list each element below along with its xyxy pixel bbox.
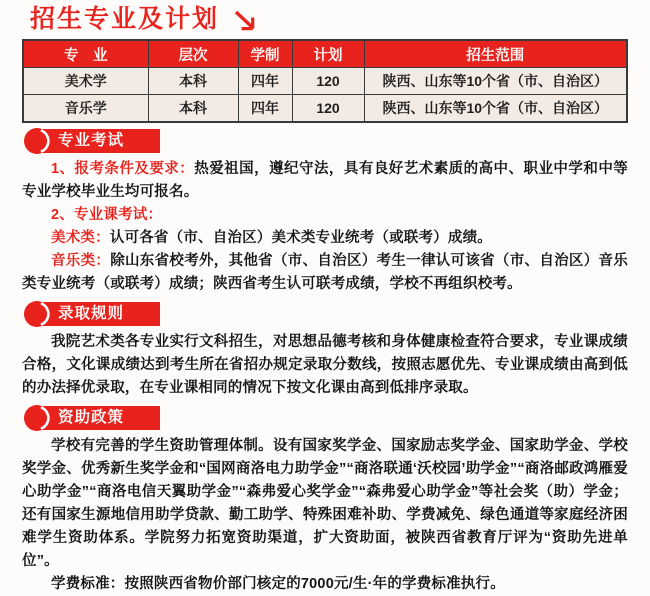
paragraph-text: 热爱祖国，遵纪守法，具有良好艺术素质的高中、职业中学和中等专业学校毕业生均可报名。: [22, 161, 628, 200]
paragraph: [22, 158, 628, 204]
cell-level: 本科: [148, 95, 238, 123]
paragraph-text: 认可各省（市、自治区）美术类专业统考（或联考）成绩。: [109, 230, 493, 246]
paragraph-lead: 1、报考条件及要求：: [51, 161, 195, 177]
circle-crescent-bullet-icon: [24, 301, 50, 327]
arrow-down-right-icon: [231, 8, 258, 33]
enrollment-table: [22, 39, 628, 123]
paragraph-lead: 2、专业课考试：: [51, 207, 163, 223]
paragraph: [22, 331, 628, 400]
section-funding-policy: [22, 400, 628, 596]
paragraph: [22, 204, 628, 227]
circle-crescent-bullet-icon: [24, 405, 50, 431]
page-title: 招生专业及计划: [30, 5, 220, 33]
cell-scope: 陕西、山东等10个省（市、自治区）: [364, 95, 627, 123]
section-exam: [22, 123, 628, 296]
section-header-exam: [24, 129, 160, 153]
col-header-level: 层次: [148, 40, 238, 68]
cell-major: 美术学: [23, 68, 148, 95]
paragraph-lead: 学费标准：: [51, 576, 125, 592]
paragraph: [22, 250, 628, 296]
paragraph-text: 学校有完善的学生资助管理体制。设有国家奖学金、国家励志奖学金、国家助学金、学校奖学金、优秀新生奖学金和“国网商洛电力助学金”“商洛联通‘沃校园’助学金”“商洛邮政鸿雁爱心助学金”“商洛电信天翼助学金”“森弗爱心奖学金”“森弗爱心助学金”等社会奖（助）学金；还有国家生源地信用助学贷款、勤工助学、特殊困难补助、学费减免、绿色通道等家庭经济困难学生资助体系。学院努力拓宽资助渠道，扩大资助面，被陕西省教育厅评为“资助先进单位”。: [22, 438, 628, 569]
paragraph: [22, 573, 628, 596]
section-title: 资助政策: [37, 406, 160, 430]
col-header-duration: 学制: [238, 40, 292, 68]
paragraph-text: 除山东省校考外，其他省（市、自治区）考生一律认可该省（市、自治区）音乐类专业统考（或联考）成绩；陕西省考生认可联考成绩，学校不再组织校考。: [22, 253, 628, 292]
section-header-admission: [24, 302, 160, 326]
paragraph-lead: 音乐类：: [51, 253, 111, 269]
section-header-funding: [24, 406, 160, 430]
cell-major: 音乐学: [23, 95, 148, 123]
cell-scope: 陕西、山东等10个省（市、自治区）: [364, 68, 627, 95]
col-header-scope: 招生范围: [364, 40, 627, 68]
col-header-major: 专 业: [23, 40, 148, 68]
cell-level: 本科: [148, 68, 238, 95]
section-admission-rules: [22, 296, 628, 400]
cell-duration: 四年: [238, 68, 292, 95]
paragraph: [22, 227, 628, 250]
paragraph-lead: 美术类：: [51, 230, 110, 246]
title-row: [30, 6, 628, 33]
table-row: [23, 68, 627, 95]
paragraph-text: 按照陕西省物价部门核定的7000元/生·年的学费标准执行。: [124, 576, 505, 592]
section-title: 专业考试: [37, 129, 160, 153]
cell-plan: 120: [292, 68, 364, 95]
col-header-plan: 计划: [292, 40, 364, 68]
section-title: 录取规则: [37, 302, 160, 326]
table-header-row: [23, 40, 627, 68]
cell-plan: 120: [292, 95, 364, 123]
paragraph: [22, 435, 628, 573]
table-row: [23, 95, 627, 123]
circle-crescent-bullet-icon: [24, 128, 50, 154]
paragraph-text: 我院艺术类各专业实行文科招生，对思想品德考核和身体健康检查符合要求，专业课成绩合格，文化课成绩达到考生所在省招办规定录取分数线，按照志愿优先、专业课成绩由高到低的办法择优录取，在专业课相同的情况下按文化课由高到低排序录取。: [22, 334, 628, 396]
cell-duration: 四年: [238, 95, 292, 123]
